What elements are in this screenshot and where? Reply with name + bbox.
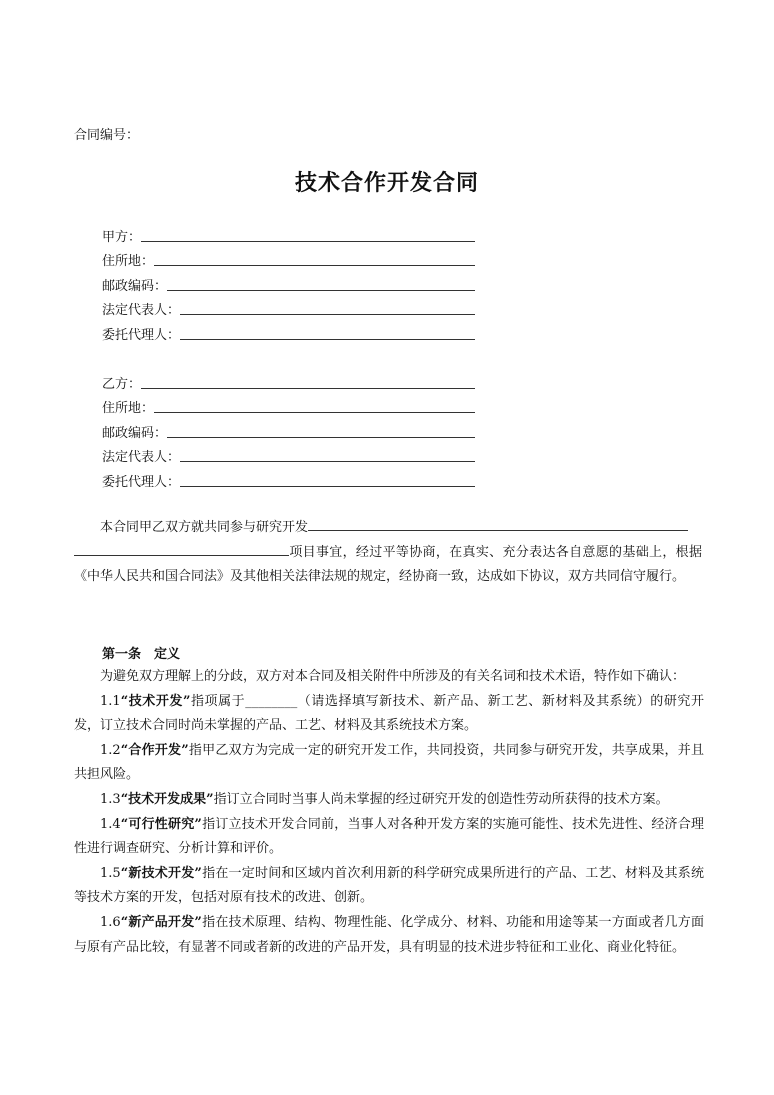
- fill-line: [154, 411, 475, 413]
- party-b-address-field[interactable]: [102, 396, 475, 421]
- fill-line: [180, 485, 475, 487]
- definition-item-1-3: 1.3“技术开发成果”指订立合同时当事人尚未掌握的经过研究开发的创造性劳动所获得的技术方案。: [100, 791, 669, 807]
- definition-item-1-1: 1.1“技术开发”指项属于________（请选择填写新技术、新产品、新工艺、新材料及其系统）的研究开发，订立技术合同时尚未掌握的产品、工艺、材料及其系统技术方案。: [74, 693, 704, 734]
- fill-line: [180, 460, 475, 462]
- field-label: 乙方：: [102, 376, 142, 392]
- field-label: 住所地：: [102, 401, 155, 416]
- project-name-blank-cont[interactable]: [74, 543, 289, 556]
- party-b-agent-field[interactable]: [102, 469, 475, 494]
- fill-line: [180, 313, 475, 315]
- document-title: 技术合作开发合同: [294, 171, 479, 196]
- fill-line: [141, 387, 475, 389]
- field-label: 委托代理人：: [102, 474, 181, 490]
- tech-type-blank[interactable]: ________: [245, 693, 298, 709]
- party-b-name-field[interactable]: [102, 371, 475, 396]
- fill-line: [141, 240, 475, 242]
- fill-line: [167, 289, 475, 291]
- intro-text-part1: 本合同甲乙双方就共同参与研究开发: [100, 520, 309, 535]
- field-label: 委托代理人：: [102, 327, 181, 343]
- field-label: 甲方：: [102, 229, 142, 245]
- party-a-legal-rep-field[interactable]: [102, 298, 475, 323]
- project-name-blank[interactable]: [308, 518, 688, 531]
- fill-line: [180, 338, 475, 340]
- party-b-legal-rep-field[interactable]: [102, 445, 475, 470]
- party-a-agent-field[interactable]: [102, 322, 475, 347]
- definition-item-1-6: 1.6“新产品开发”指在技术原理、结构、物理性能、化学成分、材料、功能和用途等某一方面或者几方面与原有产品比较，有显著不同或者新的改进的产品开发，具有明显的技术进步特征和工业化、商业化特征。: [74, 914, 704, 955]
- field-label: 邮政编码：: [102, 425, 168, 441]
- field-label: 住所地：: [102, 254, 155, 269]
- section-1-body: [74, 665, 704, 960]
- party-a-address-field[interactable]: [102, 249, 475, 274]
- intro-paragraph: [74, 516, 702, 590]
- section-1-title: 第一条 定义: [102, 647, 181, 662]
- fill-line: [154, 264, 475, 266]
- fill-line: [167, 436, 475, 438]
- party-a-postcode-field[interactable]: [102, 273, 475, 298]
- field-label: 邮政编码：: [102, 278, 168, 294]
- party-b-postcode-field[interactable]: [102, 420, 475, 445]
- section-1-lead: 为避免双方理解上的分歧，双方对本合同及相关附件中所涉及的有关名词和技术术语，特作如下确认：: [100, 669, 686, 684]
- field-label: 法定代表人：: [102, 450, 181, 465]
- definition-item-1-5: 1.5“新技术开发”指在一定时间和区域内首次利用新的科学研究成果所进行的产品、工艺、材料及其系统等技术方案的开发，包括对原有技术的改进、创新。: [74, 865, 704, 906]
- party-a-name-field[interactable]: [102, 224, 475, 249]
- field-label: 法定代表人：: [102, 303, 181, 318]
- party-b-block: [102, 371, 475, 494]
- contract-number-label: 合同编号：: [74, 128, 140, 143]
- definition-item-1-4: 1.4“可行性研究”指订立技术开发合同前，当事人对各种开发方案的实施可能性、技术先进性、经济合理性进行调查研究、分析计算和评价。: [74, 816, 704, 857]
- intro-text-part2: 项目事宜，经过平等协商，在真实、充分表达各自意愿的基础上，根据《中华人民共和国合同法》及其他相关法律法规的规定，经协商一致，达成如下协议，双方共同信守履行。: [74, 544, 702, 584]
- definition-item-1-2: 1.2“合作开发”指甲乙双方为完成一定的研究开发工作，共同投资，共同参与研究开发，共享成果，并且共担风险。: [74, 742, 704, 783]
- party-a-block: [102, 224, 475, 347]
